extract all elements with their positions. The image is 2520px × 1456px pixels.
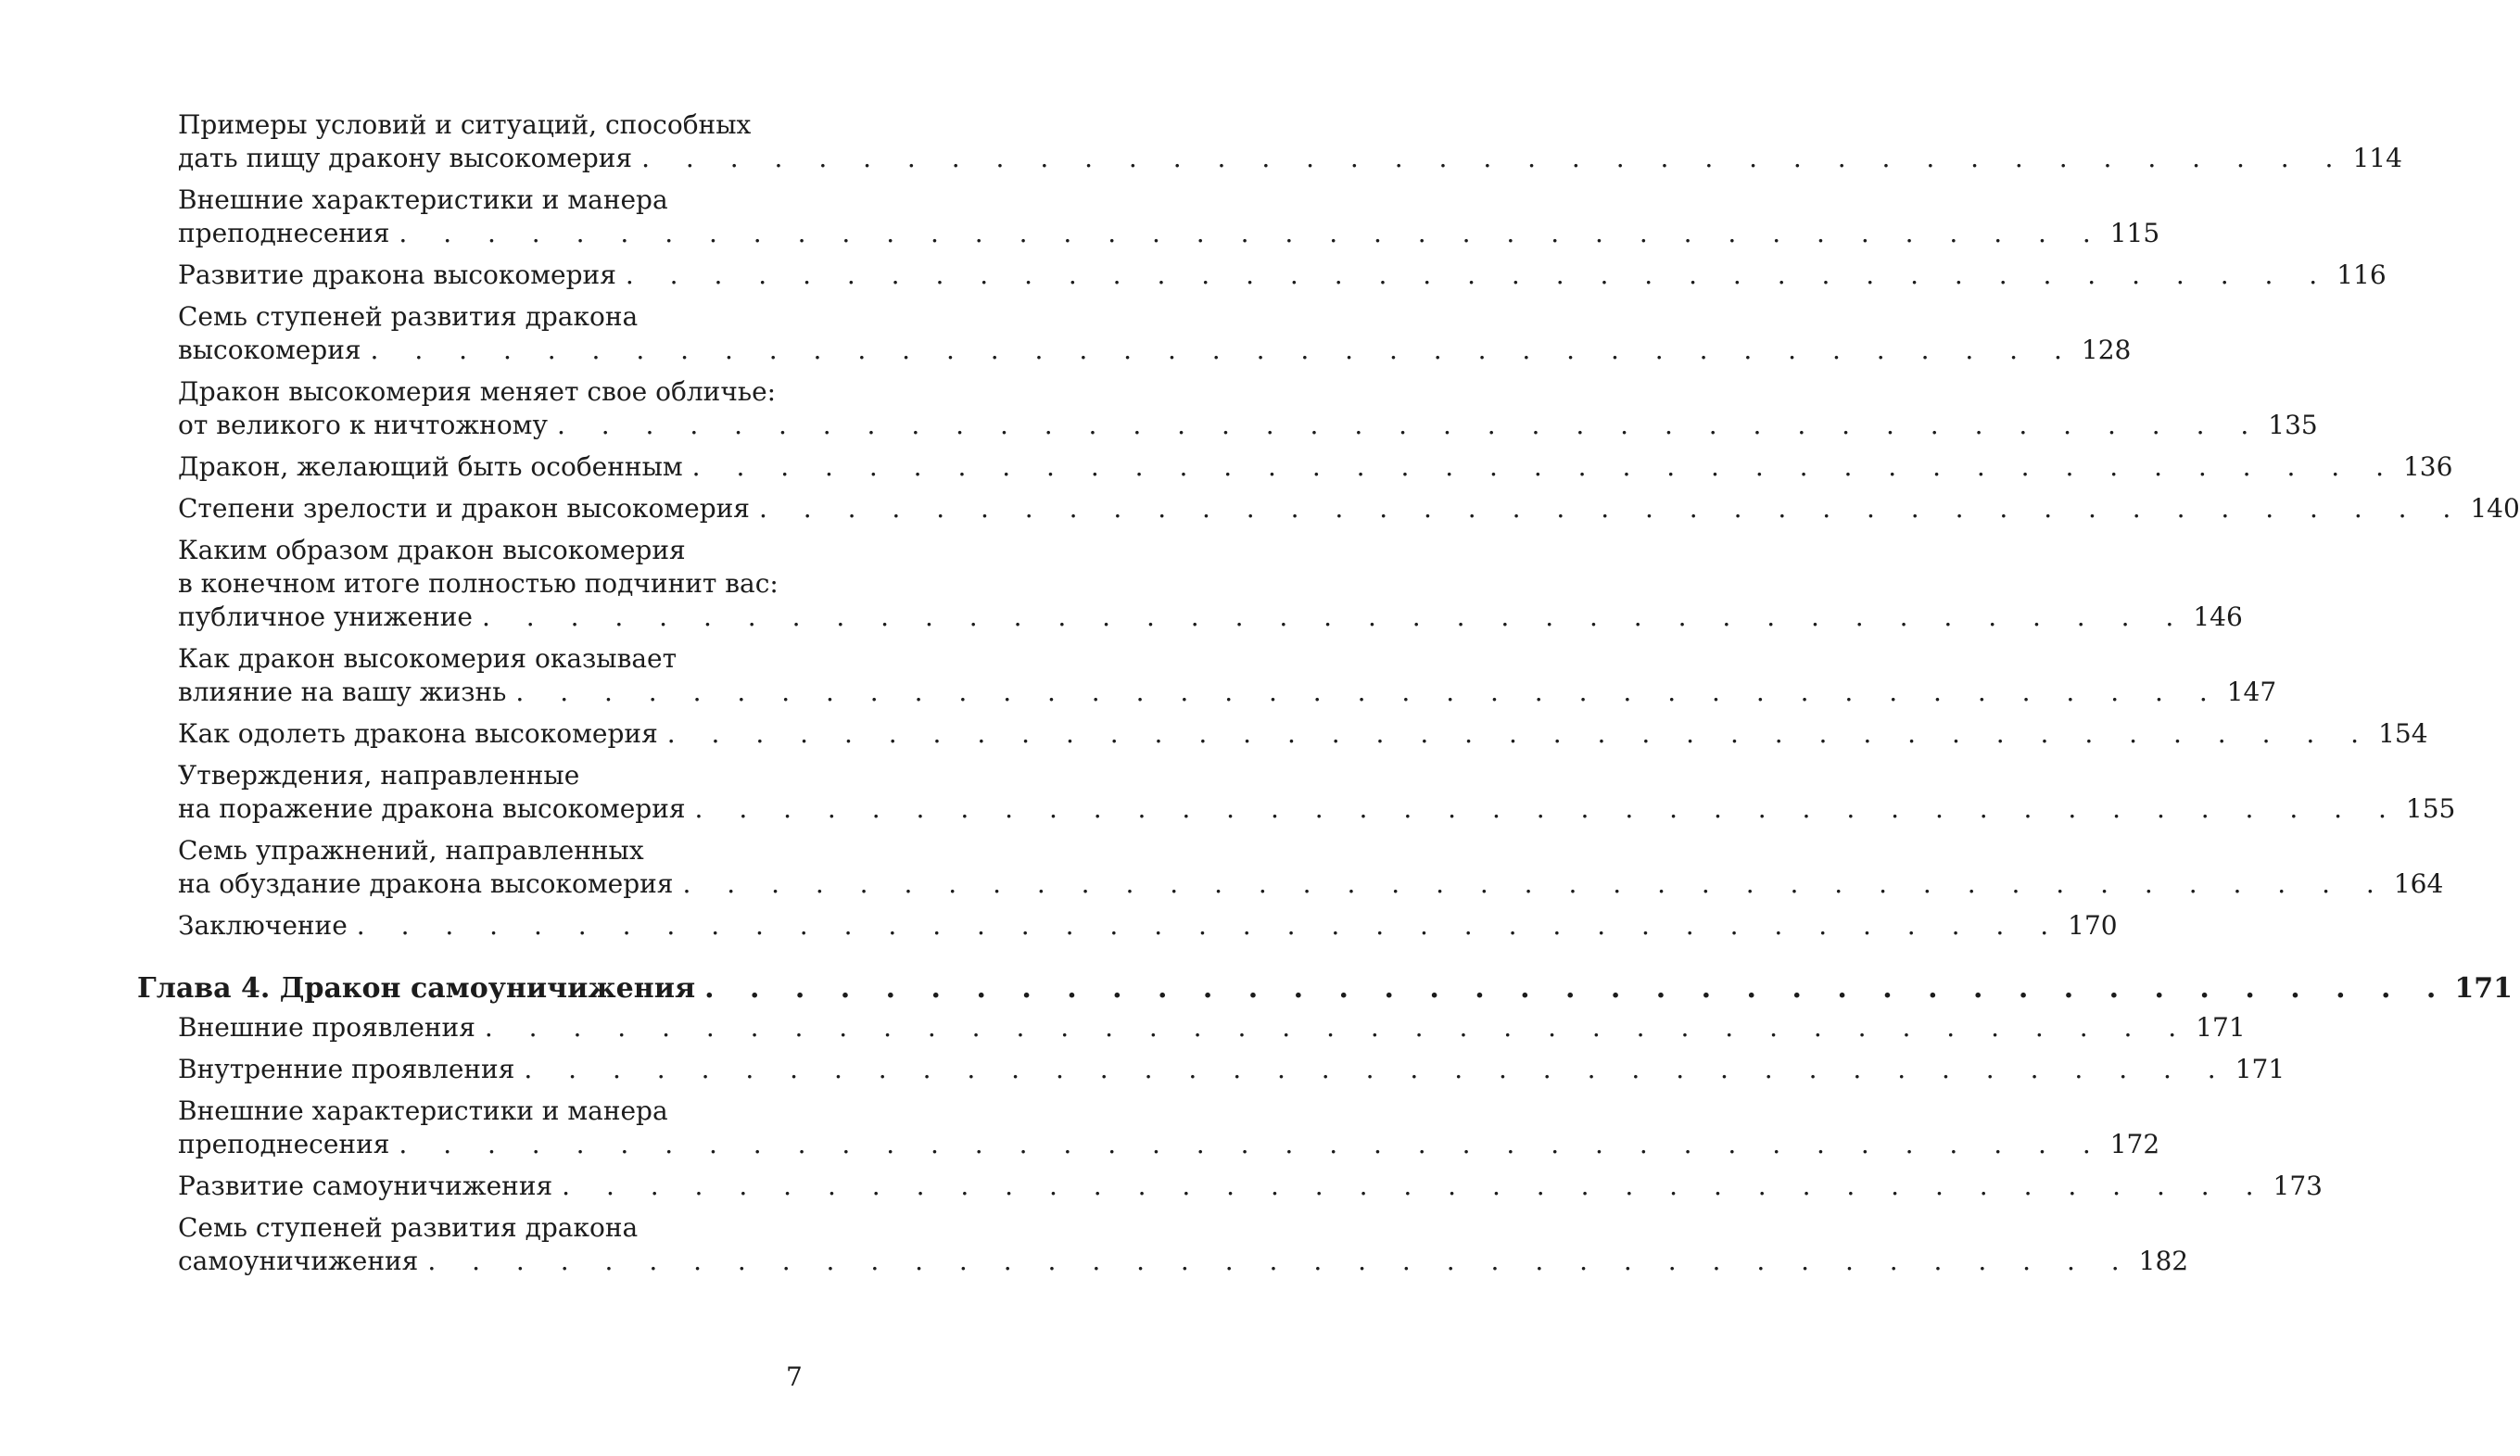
dot-leader: . . . . . . . . . . . . . . . . . . . . . . . . . . . . . . . . . . . . . . . <box>758 493 2465 524</box>
dot-leader: . . . . . . . . . . . . . . . . . . . . . . . . . . . . . . . . . . . . . . . <box>515 677 2222 707</box>
dot-leader: . . . . . . . . . . . . . . . . . . . . . . . . . . . . . . . . . . . . . . . <box>356 910 2063 941</box>
toc-entry-line <box>178 108 804 142</box>
toc-entry-title: Внешние проявления <box>178 1012 475 1043</box>
toc-entry-title: преподнесения <box>178 1129 390 1159</box>
toc-entry[interactable] <box>178 259 2387 292</box>
toc-entry-title: Развитие дракона высокомерия <box>178 260 616 290</box>
toc-entry-line <box>178 909 2118 943</box>
toc-entry-page: 146 <box>2193 601 2243 632</box>
toc-entry-title: Семь ступеней развития дракона <box>178 1212 639 1243</box>
toc-entry-line <box>178 642 804 676</box>
toc-entry-title: Внутренние проявления <box>178 1054 515 1084</box>
toc-entry-line <box>178 759 804 792</box>
toc-section-arrogance <box>137 108 2520 943</box>
toc-entry[interactable] <box>178 184 2160 250</box>
toc-entry-title: Семь ступеней развития дракона <box>178 301 639 332</box>
toc-entry[interactable] <box>178 534 2243 634</box>
toc-entry-title: Как одолеть дракона высокомерия <box>178 718 658 749</box>
toc-entry[interactable] <box>178 450 2453 484</box>
toc-entry-line <box>178 717 2428 751</box>
table-of-contents <box>137 108 2520 1286</box>
toc-entry-title: на поражение дракона высокомерия <box>178 793 686 824</box>
toc-entry[interactable] <box>178 1170 2323 1203</box>
toc-entry-page: 128 <box>2081 335 2132 365</box>
toc-entry-line <box>178 1053 2286 1086</box>
toc-entry[interactable] <box>178 909 2118 943</box>
toc-entry-title: дать пищу дракону высокомерия <box>178 143 633 173</box>
toc-entry-line <box>178 409 2318 442</box>
toc-entry[interactable] <box>178 1211 2189 1278</box>
toc-entry[interactable] <box>178 1053 2286 1086</box>
dot-leader: . . . . . . . . . . . . . . . . . . . . . . . . . . . . . . . . . . . . . . . <box>691 451 2398 482</box>
toc-entry-title: Семь упражнений, направленных <box>178 835 644 866</box>
dot-leader: . . . . . . . . . . . . . . . . . . . . . . . . . . . . . . . . . . . . . . . <box>562 1171 2268 1201</box>
dot-leader: . . . . . . . . . . . . . . . . . . . . . . . . . . . . . . . . . . . . . . . <box>399 1129 2105 1159</box>
toc-entry-page: 116 <box>2336 260 2387 290</box>
dot-leader: . . . . . . . . . . . . . . . . . . . . . . . . . . . . . . . . . . . . . . . <box>682 868 2388 899</box>
toc-entry-line <box>178 834 804 867</box>
toc-entry[interactable] <box>178 717 2428 751</box>
toc-entry-line <box>178 1128 2160 1161</box>
toc-entry-line <box>178 1211 804 1245</box>
toc-entry-line <box>178 142 2402 175</box>
toc-entry-title: преподнесения <box>178 218 390 248</box>
dot-leader: . . . . . . . . . . . . . . . . . . . . . . . . . . . . . . . . . . . . . . . <box>556 410 2263 440</box>
toc-entry-line <box>178 1095 804 1128</box>
toc-entry[interactable] <box>178 375 2318 442</box>
toc-entry[interactable] <box>178 642 2277 709</box>
toc-entry[interactable] <box>178 108 2402 175</box>
toc-entry-line <box>178 184 804 217</box>
toc-entry-title: Степени зрелости и дракон высокомерия <box>178 493 750 524</box>
toc-entry-line <box>178 867 2444 901</box>
toc-entry-title: в конечном итоге полностью подчинит вас: <box>178 568 779 599</box>
toc-entry-line <box>178 534 804 567</box>
toc-entry[interactable] <box>178 492 2520 525</box>
dot-leader: . . . . . . . . . . . . . . . . . . . . . . . . . . . . . . . . . . . . . . . <box>641 143 2348 173</box>
toc-entry-page: 164 <box>2393 868 2444 899</box>
chapter-title: Глава 4. Дракон самоуничижения <box>137 972 696 1005</box>
toc-entry-page: 147 <box>2226 677 2277 707</box>
toc-entry-page: 136 <box>2402 451 2453 482</box>
toc-entry-title: Дракон высокомерия меняет свое обличье: <box>178 376 777 407</box>
toc-entry-title: Утверждения, направленные <box>178 760 580 791</box>
toc-entry-title: Заключение <box>178 910 348 941</box>
toc-entry-page: 173 <box>2273 1171 2323 1201</box>
toc-entry-line <box>178 676 2277 709</box>
toc-entry-page: 135 <box>2268 410 2318 440</box>
toc-entry-page: 140 <box>2470 493 2520 524</box>
toc-entry-page: 155 <box>2405 793 2456 824</box>
toc-entry-page: 170 <box>2068 910 2118 941</box>
toc-entry[interactable] <box>178 1095 2160 1161</box>
toc-entry[interactable] <box>178 300 2132 367</box>
toc-entry-page: 182 <box>2138 1246 2189 1276</box>
toc-entry-page: 114 <box>2352 143 2402 173</box>
toc-entry-line <box>178 1245 2189 1278</box>
chapter-heading[interactable] <box>137 970 2513 1007</box>
toc-entry-line <box>178 792 2456 826</box>
toc-entry-title: Каким образом дракон высокомерия <box>178 535 686 565</box>
dot-leader: . . . . . . . . . . . . . . . . . . . . . . . . . . . . . . . . . . . . . . . <box>666 718 2374 749</box>
toc-entry-title: Дракон, желающий быть особенным <box>178 451 683 482</box>
toc-entry-line <box>178 450 2453 484</box>
toc-entry-page: 172 <box>2109 1129 2160 1159</box>
toc-entry-line <box>178 1170 2323 1203</box>
page-number: 7 <box>786 1361 803 1392</box>
dot-leader: . . . . . . . . . . . . . . . . . . . . . . . . . . . . . . . . . . . . . . . <box>399 218 2105 248</box>
toc-entry[interactable] <box>178 759 2456 826</box>
toc-entry-title: от великого к ничтожному <box>178 410 548 440</box>
toc-entry-title: на обуздание дракона высокомерия <box>178 868 674 899</box>
toc-entry-line <box>178 375 804 409</box>
toc-entry-line <box>178 601 2243 634</box>
dot-leader: . . . . . . . . . . . . . . . . . . . . . . . . . . . . . . . . . . . . . . . <box>524 1054 2230 1084</box>
toc-entry-title: самоуничижения <box>178 1246 419 1276</box>
toc-entry-line <box>178 334 2132 367</box>
toc-entry-line <box>178 567 804 601</box>
toc-entry-title: влияние на вашу жизнь <box>178 677 507 707</box>
toc-entry-page: 115 <box>2109 218 2160 248</box>
chapter-page: 171 <box>2454 972 2513 1005</box>
toc-entry[interactable] <box>178 1011 2246 1045</box>
toc-entry-line <box>178 217 2160 250</box>
toc-entry-line <box>178 259 2387 292</box>
dot-leader: . . . . . . . . . . . . . . . . . . . . . . . . . . . . . . . . . . . . . . . <box>484 1012 2191 1043</box>
dot-leader: . . . . . . . . . . . . . . . . . . . . . . . . . . . . . . . . . . . . . . . <box>427 1246 2134 1276</box>
toc-entry-line <box>178 300 804 334</box>
toc-entry-title: Развитие самоуничижения <box>178 1171 553 1201</box>
dot-leader: . . . . . . . . . . . . . . . . . . . . . . . . . . . . . . . . . . . . . . . <box>481 601 2188 632</box>
dot-leader: . . . . . . . . . . . . . . . . . . . . . . . . . . . . . . . . . . . . . . . <box>370 335 2076 365</box>
toc-entry-page: 171 <box>2196 1012 2246 1043</box>
toc-entry-title: Как дракон высокомерия оказывает <box>178 643 677 674</box>
toc-entry-title: Примеры условий и ситуаций, способных <box>178 109 752 140</box>
dot-leader: . . . . . . . . . . . . . . . . . . . . . . . . . . . . . . . . . . . . . . . <box>625 260 2332 290</box>
toc-entry-line <box>178 492 2520 525</box>
toc-entry-title: Внешние характеристики и манера <box>178 184 668 215</box>
toc-entry[interactable] <box>178 834 2444 901</box>
toc-entry-title: высокомерия <box>178 335 361 365</box>
dot-leader: . . . . . . . . . . . . . . . . . . . . . . . . . . . . . . . . . . . . . . . <box>694 793 2400 824</box>
toc-entry-page: 171 <box>2235 1054 2286 1084</box>
toc-entry-title: Внешние характеристики и манера <box>178 1095 668 1126</box>
toc-entry-page: 154 <box>2378 718 2428 749</box>
dot-leader: . . . . . . . . . . . . . . . . . . . . . . . . . . . . . . . . . . . . . . . <box>704 972 2450 1005</box>
toc-entry-line <box>178 1011 2246 1045</box>
toc-entry-title: публичное унижение <box>178 601 473 632</box>
toc-section-self-abasement <box>137 1011 2323 1278</box>
